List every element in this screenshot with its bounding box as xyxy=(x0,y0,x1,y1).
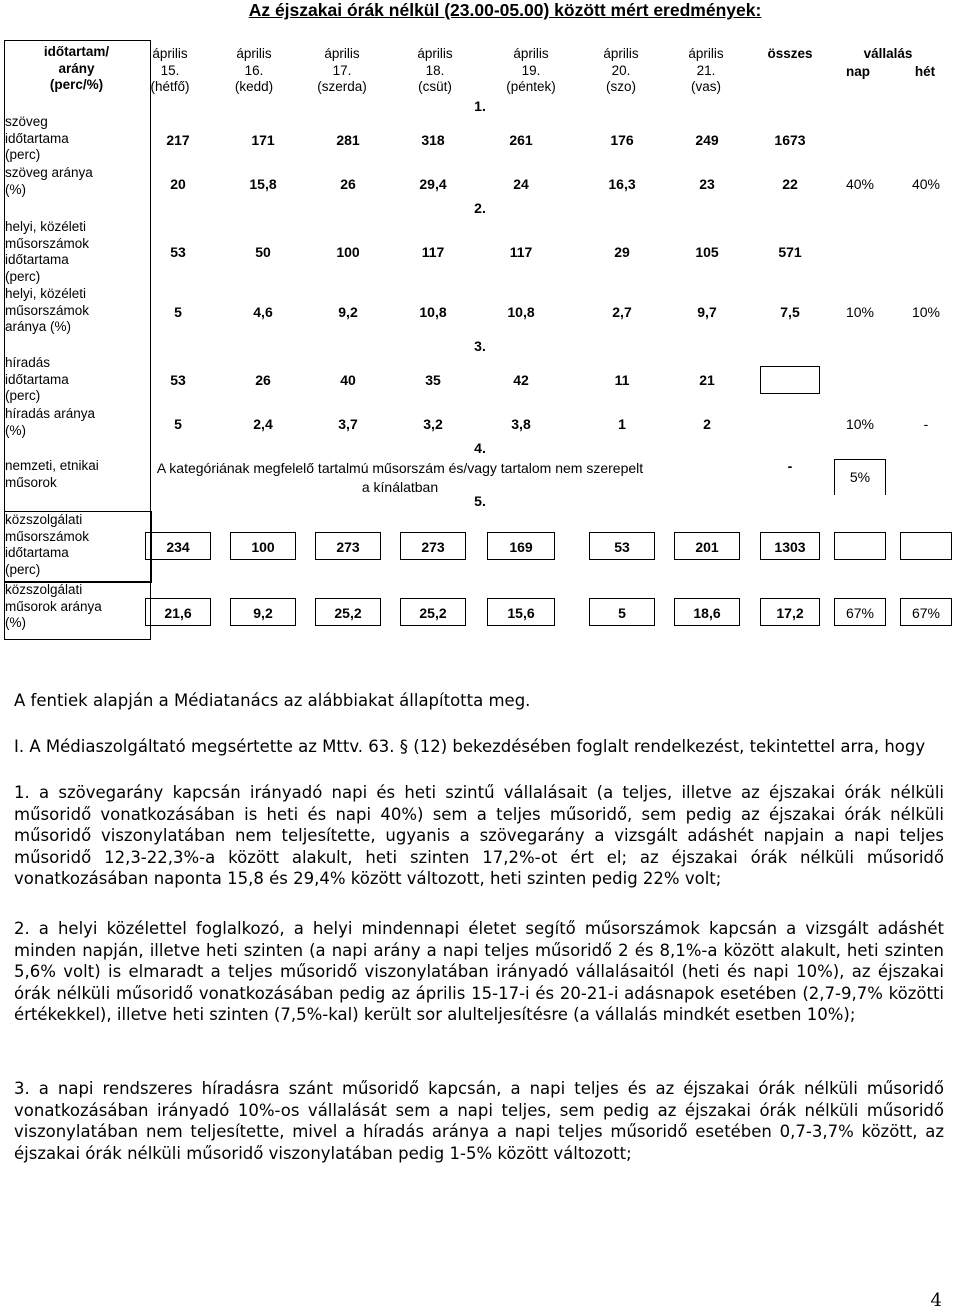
table-cell: 18,6 xyxy=(674,598,740,626)
row-label-news-minutes: híradás időtartama (perc) xyxy=(5,355,69,403)
lead-header-line: (perc/%) xyxy=(49,77,104,92)
table-cell: 9,7 xyxy=(697,304,717,320)
table-cell: 26 xyxy=(255,372,271,388)
column-header: április 18. (csüt) xyxy=(417,46,453,94)
column-header: április 20. (szo) xyxy=(603,46,639,94)
section-number: 3. xyxy=(474,338,486,354)
table-cell: 67% xyxy=(900,598,952,626)
page-title: Az éjszakai órák nélkül (23.00-05.00) között mért eredmények: xyxy=(248,0,762,20)
table-cell: 21 xyxy=(699,372,715,388)
table-cell: 23 xyxy=(699,176,715,192)
table-cell: 40 xyxy=(340,372,356,388)
table-cell: 21,6 xyxy=(145,598,211,626)
table-cell: 24 xyxy=(513,176,529,192)
table-cell: 176 xyxy=(610,132,634,148)
table-cell: 117 xyxy=(421,244,445,260)
row-label-public-percent: közszolgálati műsorok aránya (%) xyxy=(5,582,102,630)
table-cell: 50 xyxy=(255,244,271,260)
row-label-ethnic: nemzeti, etnikai műsorok xyxy=(5,458,99,490)
table-cell: 10% xyxy=(845,304,875,320)
table-cell: 117 xyxy=(509,244,533,260)
section-number: 2. xyxy=(474,200,486,216)
table-cell: 20 xyxy=(170,176,186,192)
table-cell: 15,6 xyxy=(487,598,555,626)
not-available-note: A kategóriának megfelelő tartalmú műsorszám és/vagy tartalom nem szerepelt a kínálatban xyxy=(156,460,644,495)
table-cell: - xyxy=(923,416,929,432)
table-cell: 100 xyxy=(230,532,296,560)
table-cell: 249 xyxy=(695,132,719,148)
table-cell: 9,2 xyxy=(338,304,358,320)
table-cell: 261 xyxy=(509,132,533,148)
table-cell: 100 xyxy=(336,244,360,260)
table-cell: 318 xyxy=(421,132,445,148)
table-cell: 53 xyxy=(170,372,186,388)
intro-paragraph: A fentiek alapján a Médiatanács az alábbiakat állapította meg. xyxy=(14,691,531,710)
table-cell: 53 xyxy=(170,244,186,260)
table-cell: 171 xyxy=(251,132,275,148)
table-cell: 67% xyxy=(834,598,886,626)
table-cell: 201 xyxy=(674,532,740,560)
table-cell: 7,5 xyxy=(780,304,800,320)
table-cell: 10% xyxy=(845,416,875,432)
table-cell: 10% xyxy=(911,304,941,320)
table-cell: 234 xyxy=(145,532,211,560)
column-header: április 21. (vas) xyxy=(688,46,724,94)
section4-total: - xyxy=(787,458,793,474)
table-cell: 16,3 xyxy=(608,176,636,192)
table-cell: 273 xyxy=(400,532,466,560)
table-cell: 5 xyxy=(589,598,655,626)
table-cell: 10,8 xyxy=(419,304,447,320)
column-header-week: hét xyxy=(914,64,936,79)
table-cell: 17,2 xyxy=(760,598,820,626)
table-cell: 2,7 xyxy=(612,304,632,320)
row-label-news-percent: híradás aránya (%) xyxy=(5,406,96,438)
table-cell: 11 xyxy=(614,372,630,388)
section-number: 4. xyxy=(474,440,486,456)
table-cell: 25,2 xyxy=(315,598,381,626)
lead-header xyxy=(4,44,149,94)
column-header-total: összes xyxy=(767,46,813,61)
table-cell: 169 xyxy=(487,532,555,560)
table-cell: 217 xyxy=(166,132,190,148)
table-cell: 15,8 xyxy=(249,176,277,192)
table-cell: 22 xyxy=(782,176,798,192)
lead-header-line: arány xyxy=(58,60,95,76)
table-cell: 1 xyxy=(618,416,626,432)
section-number: 5. xyxy=(474,493,486,509)
table-cell: 25,2 xyxy=(400,598,466,626)
table-cell: 42 xyxy=(513,372,529,388)
column-header-commitment: vállalás xyxy=(863,46,913,61)
column-header: április 19. (péntek) xyxy=(506,46,556,94)
row-label-text-percent: szöveg aránya (%) xyxy=(5,165,93,197)
table-cell: 2,4 xyxy=(253,416,273,432)
table-cell: 3,2 xyxy=(423,416,443,432)
column-header: április 15. (hétfő) xyxy=(150,46,190,94)
finding-heading: I. A Médiaszolgáltató megsértette az Mttv. 63. § (12) bekezdésében foglalt rendelkezést, tekintettel arra, hogy xyxy=(14,737,926,756)
section4-commit-box: 5% xyxy=(834,459,886,495)
table-cell: 3,8 xyxy=(511,416,531,432)
table-cell-empty xyxy=(834,532,886,560)
table-cell: 3,7 xyxy=(338,416,358,432)
section-number: 1. xyxy=(474,98,486,114)
table-cell-empty xyxy=(760,366,820,394)
row-label-text-minutes: szöveg időtartama (perc) xyxy=(5,114,69,162)
table-cell: 40% xyxy=(845,176,875,192)
column-header: április 17. (szerda) xyxy=(317,46,367,94)
finding-paragraph-3: 3. a napi rendszeres híradásra szánt műsoridő kapcsán, a napi teljes és az éjszakai órák nélküli műsoridő vonatkozásában irányadó 10%-os vállalását sem a napi teljes, sem pedig az éjszakai órák nélküli műsoridő viszonylatában nem teljesítette, mivel a híradás aránya a napi teljes műsoridő esetében 0,7-3,7% között, az éjszakai órák nélküli műsoridő viszonylatában pedig 1-5% között változott; xyxy=(14,1079,944,1163)
table-cell: 5 xyxy=(174,416,182,432)
row-label-local-percent: helyi, közéleti műsorszámok aránya (%) xyxy=(5,286,90,334)
table-cell: 26 xyxy=(340,176,356,192)
table-cell: 10,8 xyxy=(507,304,535,320)
table-cell: 5 xyxy=(174,304,182,320)
table-cell: 53 xyxy=(589,532,655,560)
table-cell: 4,6 xyxy=(253,304,273,320)
table-cell: 35 xyxy=(425,372,441,388)
lead-header-line: időtartam/ xyxy=(43,44,110,59)
table-cell: 571 xyxy=(778,244,802,260)
finding-paragraph-1: 1. a szövegarány kapcsán irányadó napi és heti szintű vállalásait (a teljes, illetve az éjszakai órák nélküli műsoridő vonatkozásában is heti és napi 40%) sem a teljes műsoridő, sem pedig az éjszakai órák nélküli műsoridő viszonylatában nem teljesítette, ugyanis a szövegarány a vizsgált adáshét napjain a napi teljes műsoridő 12,3-22,3%-a között alakult, heti szinten 17,2%-ot ért el; az éjszakai órák nélküli műsoridő vonatkozásában naponta 15,8 és 29,4% között változott, heti szinten pedig 22% volt; xyxy=(14,783,944,888)
table-cell: 29,4 xyxy=(419,176,447,192)
table-cell: 273 xyxy=(315,532,381,560)
page-number: 4 xyxy=(930,1290,942,1311)
row-label-local-minutes: helyi, közéleti műsorszámok időtartama (perc) xyxy=(5,219,90,284)
table-cell: 1303 xyxy=(760,532,820,560)
table-cell: 105 xyxy=(695,244,719,260)
row-label-public-minutes: közszolgálati műsorszámok időtartama (perc) xyxy=(5,512,90,577)
table-cell: 281 xyxy=(336,132,360,148)
table-cell: 9,2 xyxy=(230,598,296,626)
table-cell-empty xyxy=(900,532,952,560)
column-header-day: nap xyxy=(845,64,870,79)
table-cell: 29 xyxy=(614,244,630,260)
table-cell: 40% xyxy=(911,176,941,192)
table-cell: 1673 xyxy=(774,132,806,148)
column-header: április 16. (kedd) xyxy=(234,46,274,94)
table-cell: 2 xyxy=(703,416,711,432)
finding-paragraph-2: 2. a helyi közélettel foglalkozó, a helyi mindennapi életet segítő műsorszámok kapcsán a vizsgált adáshét minden napján, illetve heti szinten (a napi arány a napi teljes műsoridő 2 és 8,1%-a között alakult, heti szinten 5,6% volt) is elmaradt a teljes műsoridő viszonylatában irányadó vállalásaitól (heti és napi 10%), az éjszakai órák nélküli műsoridő vonatkozásában pedig az április 15-17-i és 20-21-i adásnapok esetében (2,7-9,7% közötti értékekkel), illetve heti szinten (7,5%-kal) került sor alulteljesítésre (a vállalás mindkét esetben 10%); xyxy=(14,919,944,1024)
